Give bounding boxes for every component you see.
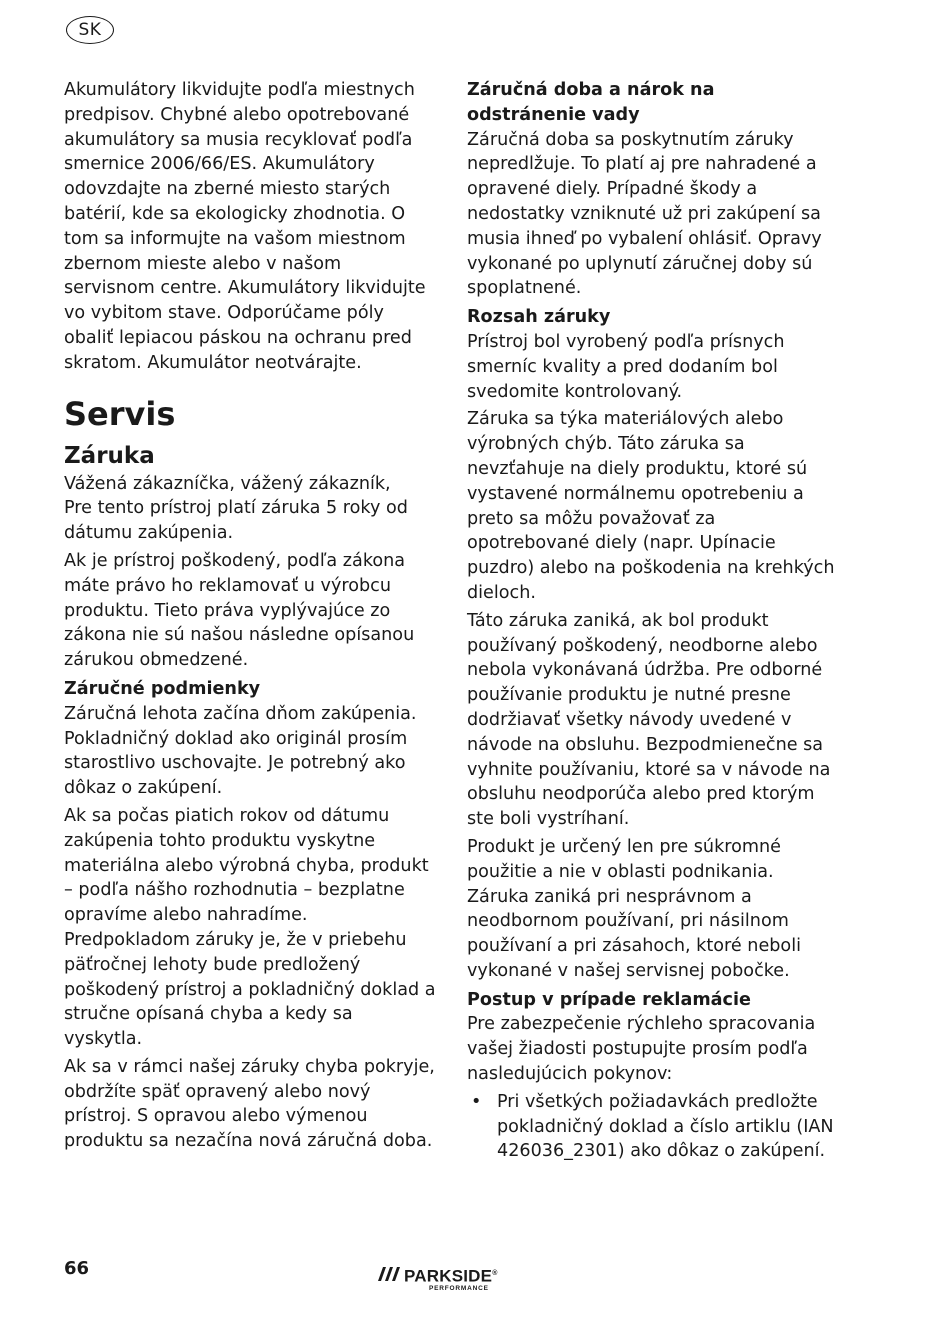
logo-subtitle: PERFORMANCE (429, 1285, 489, 1292)
conditions-paragraph-2: Ak sa počas piatich rokov od dátumu zakúpenia tohto produktu vyskytne materiálna alebo výrobná chyba, produkt – podľa nášho rozhodnutia – bezplatne opravíme alebo nahradíme. Predpokladom záruky je, že v priebehu päťročnej lehoty bude predložený poškodený prístroj a pokladničný doklad a stručne opísaná chyba a kedy sa vyskytla. (64, 805, 436, 1050)
subheading-warranty-duration: Záručná doba a nárok na odstránenie vady (467, 80, 715, 125)
warranty-period-text: Pre tento prístroj platí záruka 5 roky od dátumu zakúpenia. (64, 498, 408, 544)
scope-paragraph-1: Prístroj bol vyrobený podľa prísnych smerníc kvality a pred dodaním bol svedomite kontrolovaný. (467, 331, 785, 402)
right-column (467, 78, 839, 1167)
list-item-text: Pri všetkých požiadavkách predložte pokladničný doklad a číslo artiklu (IAN 426036_2301) ako dôkaz o zakúpení. (497, 1091, 834, 1162)
list-item (467, 1090, 839, 1164)
scope-paragraph-2: Záruka sa týka materiálových alebo výrobných chýb. Táto záruka sa nevzťahuje na diely produktu, ktoré sú vystavené normálnemu opotrebeniu a preto sa môžu považovať za opotrebované diely (napr. Upínacie puzdro) alebo na poškodenia na krehkých dieloch. (467, 409, 835, 603)
scope-paragraph-3: Táto záruka zaniká, ak bol produkt používaný poškodený, neodborne alebo nebola vykonávaná údržba. Pre odborné používanie produktu je nutné presne dodržiavať všetky návody uvedené v návode na obsluhu. Bezpodmienečne sa vyhnite používaniu, ktoré sa v návode na obsluhu neodporúča alebo pred ktorým ste boli vystríhaní. (467, 610, 831, 830)
parkside-logo (374, 1264, 524, 1296)
logo-wordmark: PARKSIDE® (404, 1266, 498, 1286)
greeting-text: Vážená zákazníčka, vážený zákazník, (64, 473, 391, 494)
language-badge: SK (66, 16, 114, 44)
subheading-warranty-conditions: Záručné podmienky (64, 678, 261, 699)
section-title-zaruka: Záruka (64, 442, 155, 469)
conditions-paragraph-3: Ak sa v rámci našej záruky chyba pokryje, obdržíte späť opravený alebo nový prístroj. S opravou alebo výmenou produktu sa nezačína nová záručná doba. (64, 1056, 435, 1152)
page-number: 66 (64, 1258, 90, 1279)
logo-slashes-icon (374, 1264, 402, 1284)
bullet-icon: • (471, 1091, 482, 1112)
duration-paragraph: Záručná doba sa poskytnutím záruky nepredlžuje. To platí aj pre nahradené a opravené diely. Prípadné škody a nedostatky vzniknuté už pri zakúpení sa musia ihneď po vybalení ohlásiť. Opravy vykonané po uplynutí záručnej doby sú spoplatnené. (467, 129, 822, 299)
conditions-paragraph-1: Záručná lehota začína dňom zakúpenia. Pokladničný doklad ako originál prosím starostlivo uschovajte. Je potrebný ako dôkaz o zakúpení. (64, 703, 417, 799)
section-title-servis: Servis (64, 394, 176, 433)
legal-rights-text: Ak je prístroj poškodený, podľa zákona máte právo ho reklamovať u výrobcu produktu. Tieto práva vyplývajúce zo zákona nie sú našou následne opísanou zárukou obmedzené. (64, 550, 415, 671)
left-column (64, 78, 436, 1157)
subheading-warranty-scope: Rozsah záruky (467, 307, 611, 328)
battery-disposal-text: Akumulátory likvidujte podľa miestnych predpisov. Chybné alebo opotrebované akumulátory sa musia recyklovať podľa smernice 2006/66/ES. Akumulátory odovzdajte na zberné miesto starých batérií, kde sa ekologicky zhodnotia. O tom sa informujte na vašom miestnom zbernom mieste alebo v našom servisnom centre. Akumulátory likvidujte vo vybitom stave. Odporúčame póly obaliť lepiacou páskou na ochranu pred skratom. Akumulátor neotvárajte. (64, 80, 426, 373)
procedure-paragraph: Pre zabezpečenie rýchleho spracovania vašej žiadosti postupujte prosím podľa nasledujúcich pokynov: (467, 1014, 816, 1085)
subheading-claim-procedure: Postup v prípade reklamácie (467, 989, 751, 1010)
scope-paragraph-4: Produkt je určený len pre súkromné použitie a nie v oblasti podnikania. Záruka zaniká pri nesprávnom a neodbornom používaní, pri násilnom používaní a pri zásahoch, ktoré neboli vykonané v našej servisnej pobočke. (467, 836, 801, 981)
